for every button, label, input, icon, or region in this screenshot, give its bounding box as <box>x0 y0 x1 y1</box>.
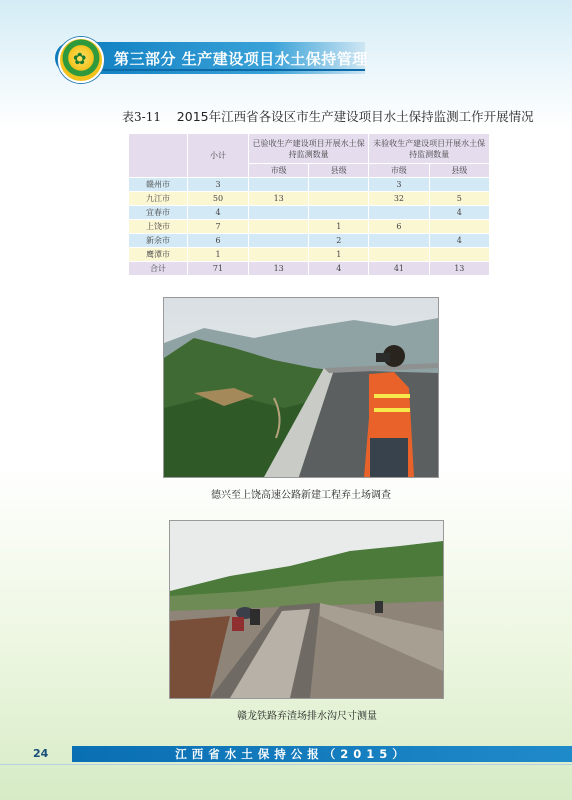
cell-nacc-county <box>429 178 489 192</box>
footer-title: 江西省水土保持公报（2015） <box>175 747 409 761</box>
bulletin-logo-icon <box>58 37 104 83</box>
cell-subtotal: 50 <box>188 192 249 206</box>
table-row <box>129 178 490 192</box>
cell-subtotal: 6 <box>188 234 249 248</box>
cell-acc-county <box>309 178 369 192</box>
cell-acc-county: 4 <box>309 262 369 276</box>
section-title: 第三部分 生产建设项目水土保持管理 <box>114 50 368 68</box>
header-city-2: 市级 <box>369 164 429 178</box>
cell-nacc-city: 41 <box>369 262 429 276</box>
cell-acc-city: 13 <box>249 262 309 276</box>
header-blank <box>129 134 188 178</box>
cell-acc-city: 13 <box>249 192 309 206</box>
cell-acc-county <box>309 192 369 206</box>
photo2-caption: 赣龙铁路弃渣场排水沟尺寸测量 <box>237 711 377 722</box>
row-name: 赣州市 <box>129 178 188 192</box>
cell-nacc-county <box>429 220 489 234</box>
header-subtotal: 小计 <box>188 134 249 178</box>
railway-drainage-photo <box>169 520 444 699</box>
cell-subtotal: 3 <box>188 178 249 192</box>
cell-nacc-city: 32 <box>369 192 429 206</box>
cell-acc-county: 2 <box>309 234 369 248</box>
cell-subtotal: 71 <box>188 262 249 276</box>
cell-subtotal: 7 <box>188 220 249 234</box>
table-total-row <box>129 262 490 276</box>
cell-acc-county: 1 <box>309 248 369 262</box>
table-row <box>129 206 490 220</box>
cell-nacc-city <box>369 206 429 220</box>
row-name: 九江市 <box>129 192 188 206</box>
header-county-1: 县级 <box>309 164 369 178</box>
header-not-accepted: 未验收生产建设项目开展水土保持监测数量 <box>369 134 490 164</box>
cell-subtotal: 1 <box>188 248 249 262</box>
header-city-1: 市级 <box>249 164 309 178</box>
cell-acc-city <box>249 206 309 220</box>
cell-nacc-city: 6 <box>369 220 429 234</box>
row-name: 新余市 <box>129 234 188 248</box>
header-accepted: 已验收生产建设项目开展水土保持监测数量 <box>249 134 369 164</box>
cell-acc-city <box>249 248 309 262</box>
row-name: 鹰潭市 <box>129 248 188 262</box>
table-number: 表3-11 <box>122 110 161 124</box>
table-row <box>129 248 490 262</box>
row-name: 合计 <box>129 262 188 276</box>
header-county-2: 县级 <box>429 164 489 178</box>
cell-nacc-city <box>369 248 429 262</box>
table-title: 2015年江西省各设区市生产建设项目水土保持监测工作开展情况 <box>176 109 534 124</box>
cell-acc-city <box>249 234 309 248</box>
table-row <box>129 220 490 234</box>
cell-nacc-county: 4 <box>429 206 489 220</box>
cell-nacc-city <box>369 234 429 248</box>
page-number: 24 <box>33 747 49 760</box>
monitoring-table <box>128 133 490 276</box>
table-caption <box>122 107 534 125</box>
cell-nacc-city: 3 <box>369 178 429 192</box>
row-name: 上饶市 <box>129 220 188 234</box>
highway-spoil-site-photo <box>163 297 439 478</box>
cell-acc-county: 1 <box>309 220 369 234</box>
cell-subtotal: 4 <box>188 206 249 220</box>
cell-acc-city <box>249 178 309 192</box>
cell-acc-city <box>249 220 309 234</box>
cell-nacc-county: 5 <box>429 192 489 206</box>
footer-divider <box>0 764 572 765</box>
cell-nacc-county <box>429 248 489 262</box>
cell-nacc-county: 4 <box>429 234 489 248</box>
row-name: 宜春市 <box>129 206 188 220</box>
photo1-caption: 德兴至上饶高速公路新建工程弃土场调查 <box>211 490 391 501</box>
cell-acc-county <box>309 206 369 220</box>
cell-nacc-county: 13 <box>429 262 489 276</box>
table-row <box>129 192 490 206</box>
table-row <box>129 234 490 248</box>
